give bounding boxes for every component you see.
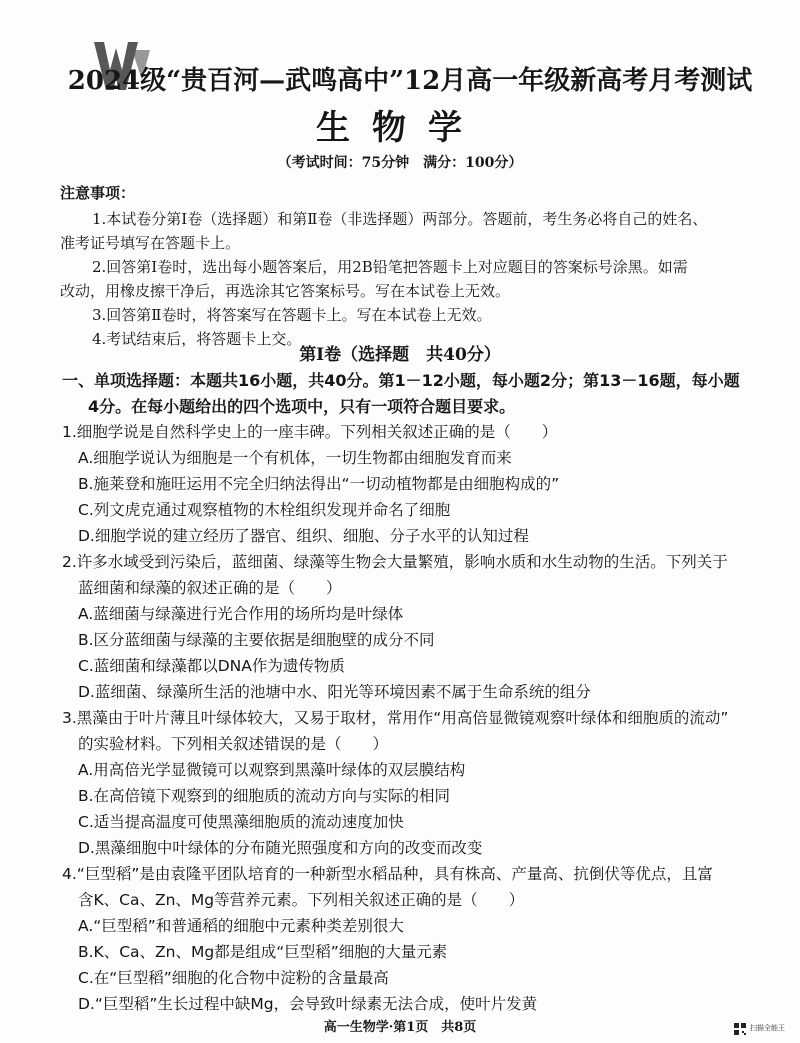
scanner-label: 扫描全能王 — [750, 1024, 785, 1032]
section-title: 第Ⅰ卷（选择题 共40分） — [299, 345, 501, 365]
question-stem: 2.许多水域受到污染后，蓝细菌、绿藻等生物会大量繁殖，影响水质和水生动物的生活。下列关于 — [62, 553, 728, 571]
note-line: 改动，用橡皮擦干净后，再选涂其它答案标号。写在本试卷上无效。 — [60, 282, 511, 300]
answer-option: B.K、Ca、Zn、Mg都是组成“巨型稻”细胞的大量元素 — [78, 943, 448, 961]
answer-option: C.蓝细菌和绿藻都以DNA作为遗传物质 — [78, 657, 345, 675]
page-footer: 高一生物学·第1页 共8页 — [323, 1020, 477, 1035]
answer-option: A.蓝细菌与绿藻进行光合作用的场所均是叶绿体 — [78, 605, 404, 623]
qr-code-icon — [733, 1022, 747, 1036]
answer-option: D.蓝细菌、绿藻所生活的池塘中水、阳光等环境因素不属于生命系统的组分 — [78, 683, 591, 701]
answer-option: A.“巨型稻”和普通稻的细胞中元素种类差别很大 — [78, 917, 404, 935]
answer-option: D.细胞学说的建立经历了器官、组织、细胞、分子水平的认知过程 — [78, 527, 529, 545]
question-stem: 3.黑藻由于叶片薄且叶绿体较大，又易于取材，常用作“用高倍显微镜观察叶绿体和细胞质的流动” — [62, 709, 729, 727]
answer-option: B.施莱登和施旺运用不完全归纳法得出“一切动植物都是由细胞构成的” — [78, 475, 560, 493]
note-line: 2.回答第Ⅰ卷时，选出每小题答案后，用2B铅笔把答题卡上对应题目的答案标号涂黑。如需 — [92, 258, 688, 276]
part-instructions: 4分。在每小题给出的四个选项中，只有一项符合题目要求。 — [88, 397, 516, 416]
answer-option: A.细胞学说认为细胞是一个有机体，一切生物都由细胞发育而来 — [78, 449, 512, 467]
question-stem: 4.“巨型稻”是由袁隆平团队培育的一种新型水稻品种，具有株高、产量高、抗倒伏等优点，且富 — [62, 865, 713, 883]
answer-option: B.在高倍镜下观察到的细胞质的流动方向与实际的相同 — [78, 787, 451, 805]
notes-heading: 注意事项： — [60, 184, 136, 202]
note-line: 4.考试结束后，将答题卡上交。 — [92, 330, 302, 348]
answer-option: C.列文虎克通过观察植物的木栓组织发现并命名了细胞 — [78, 501, 451, 519]
note-line: 1.本试卷分第Ⅰ卷（选择题）和第Ⅱ卷（非选择题）两部分。答题前，考生务必将自己的姓名、 — [92, 210, 708, 228]
question-stem: 蓝细菌和绿藻的叙述正确的是（ ） — [78, 579, 342, 597]
answer-option: A.用高倍光学显微镜可以观察到黑藻叶绿体的双层膜结构 — [78, 761, 466, 779]
question-stem: 的实验材料。下列相关叙述错误的是（ ） — [78, 735, 389, 753]
exam-time-and-score: （考试时间：75分钟 满分：100分） — [277, 155, 523, 171]
question-stem: 1.细胞学说是自然科学史上的一座丰碑。下列相关叙述正确的是（ ） — [62, 423, 558, 441]
note-line: 准考证号填写在答题卡上。 — [60, 234, 241, 252]
part-instructions: 一、单项选择题：本题共16小题，共40分。第1－12小题，每小题2分；第13－16题，每小题 — [62, 371, 740, 390]
exam-title: 2024级“贵百河—武鸣高中”12月高一年级新高考月考测试 — [67, 66, 753, 96]
subject-title: 生物学 — [316, 108, 484, 148]
note-line: 3.回答第Ⅱ卷时，将答案写在答题卡上。写在本试卷上无效。 — [92, 306, 492, 324]
answer-option: D.黑藻细胞中叶绿体的分布随光照强度和方向的改变而改变 — [78, 839, 483, 857]
answer-option: D.“巨型稻”生长过程中缺Mg，会导致叶绿素无法合成，使叶片发黄 — [78, 995, 538, 1013]
answer-option: C.适当提高温度可使黑藻细胞质的流动速度加快 — [78, 813, 404, 831]
question-stem: 含K、Ca、Zn、Mg等营养元素。下列相关叙述正确的是（ ） — [78, 891, 525, 909]
answer-option: C.在“巨型稻”细胞的化合物中淀粉的含量最高 — [78, 969, 389, 987]
scanner-watermark — [733, 1022, 793, 1036]
answer-option: B.区分蓝细菌与绿藻的主要依据是细胞壁的成分不同 — [78, 631, 435, 649]
